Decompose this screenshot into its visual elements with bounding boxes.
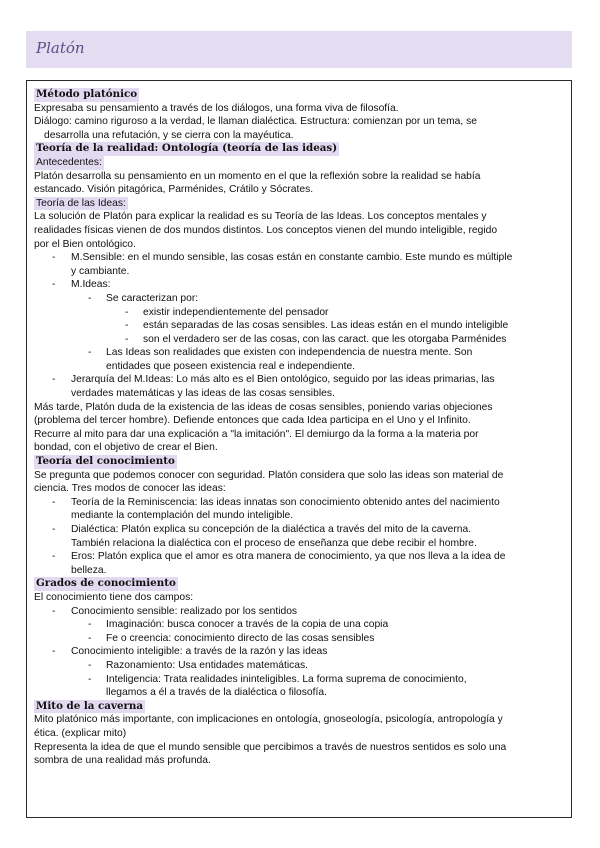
list-item	[34, 333, 565, 347]
list-item	[34, 523, 565, 550]
bullet-dash: -	[88, 292, 92, 304]
text-line: por el Bien ontológico.	[34, 238, 136, 250]
text-line: Eros: Platón explica que el amor es otra manera de conocimiento, ya que nos lleva a la idea de	[71, 551, 506, 563]
section-heading-grados: Grados de conocimiento	[36, 577, 176, 590]
text-line: El conocimiento tiene dos campos:	[34, 591, 194, 603]
subheading-antecedentes: Antecedentes:	[36, 156, 102, 168]
bullet-dash: -	[52, 374, 56, 386]
text-line: Recurre al mito para dar una explicación a "la imitación". El demiurgo da la forma a la materia por	[34, 428, 479, 440]
text-line: Conocimiento sensible: realizado por los sentidos	[71, 605, 298, 617]
text-line: Platón desarrolla su pensamiento en un momento en el que la reflexión sobre la realidad se había	[34, 170, 481, 182]
text-line: desarrolla una refutación, y se cierra con la mayéutica.	[44, 129, 294, 141]
text-line: realidades físicas vienen de dos mundos distintos. Los conceptos vienen del mundo inteligible, regido	[34, 224, 498, 236]
text-line: Se caracterizan por:	[106, 292, 199, 304]
text-line: y cambiante.	[71, 265, 130, 277]
text-line: ética. (explicar mito)	[34, 727, 127, 739]
list-item	[34, 292, 565, 306]
bullet-dash: -	[52, 496, 56, 508]
text-line: llegamos a él a través de la dialéctica o filosofía.	[106, 687, 327, 699]
list-item	[34, 550, 565, 577]
list-item	[34, 306, 565, 320]
bullet-dash: -	[88, 619, 92, 631]
list-item	[34, 346, 565, 373]
text-line: Mito platónico más importante, con implicaciones en ontología, gnoseología, psicología, antropología y	[34, 714, 503, 726]
text-line: Imaginación: busca conocer a través de la copia de una copia	[106, 619, 389, 631]
text-line: Inteligencia: Trata realidades ininteligibles. La forma suprema de conocimiento,	[106, 673, 467, 685]
text-line: mediante la contemplación del mundo inteligible.	[71, 510, 294, 522]
text-line: Se pregunta que podemos conocer con seguridad. Platón considera que solo las ideas son material de	[34, 469, 504, 481]
text-line: Representa la idea de que el mundo sensible que percibimos a través de nuestros sentidos es solo una	[34, 741, 507, 753]
text-line: La solución de Platón para explicar la realidad es su Teoría de las Ideas. Los conceptos mentales y	[34, 211, 487, 223]
text-line: Diálogo: camino riguroso a la verdad, le llaman dialéctica. Estructura: comienzan por un tema, se	[34, 116, 477, 128]
text-line: estancado. Visión pitagórica, Parménides, Crátilo y Sócrates.	[34, 184, 314, 196]
list-item	[34, 605, 565, 619]
text-line: M.Ideas:	[71, 279, 111, 291]
list-item	[34, 278, 565, 292]
text-line: También relaciona la dialéctica con el proceso de enseñanza que debe recibir el hombre.	[71, 537, 477, 549]
list-item	[34, 373, 565, 400]
text-line: verdades matemáticas y las ideas de las cosas sensibles.	[71, 388, 335, 400]
bullet-dash: -	[52, 551, 56, 563]
bullet-dash: -	[125, 320, 129, 332]
bullet-dash: -	[88, 673, 92, 685]
list-item	[34, 618, 565, 632]
text-line: Más tarde, Platón duda de la existencia de las ideas de cosas sensibles, poniendo varias objeciones	[34, 401, 493, 413]
bullet-dash: -	[125, 306, 129, 318]
bullet-dash: -	[125, 333, 129, 345]
list-item	[34, 659, 565, 673]
section-heading-conocimiento: Teoría del conocimiento	[36, 455, 175, 468]
text-line: existir independientemente del pensador	[143, 306, 329, 318]
text-line: sombra de una realidad más profunda.	[34, 755, 211, 767]
text-line: Expresaba su pensamiento a través de los diálogos, una forma viva de filosofía.	[34, 102, 399, 114]
list-item	[34, 496, 565, 523]
section-heading-metodo: Método platónico	[36, 88, 138, 100]
text-line: entidades que poseen existencia real e independiente.	[106, 360, 356, 372]
bullet-dash: -	[88, 347, 92, 359]
text-line: M.Sensible: en el mundo sensible, las cosas están en constante cambio. Este mundo es múltiple	[71, 252, 513, 264]
bullet-dash: -	[52, 252, 56, 264]
notes-box	[26, 80, 572, 818]
text-line: Conocimiento inteligible: a través de la razón y las ideas	[71, 646, 328, 658]
text-line: Razonamiento: Usa entidades matemáticas.	[106, 659, 309, 671]
text-line: Jerarquía del M.Ideas: Lo más alto es el Bien ontológico, seguido por las ideas primarias, las	[71, 374, 495, 386]
text-line: (problema del tercer hombre). Defiende entonces que cada Idea participa en el Uno y el Infinito.	[34, 415, 471, 427]
bullet-dash: -	[52, 605, 56, 617]
section-heading-mito: Mito de la caverna	[36, 699, 144, 712]
bullet-dash: -	[52, 524, 56, 535]
bullet-dash: -	[52, 646, 56, 658]
text-line: Dialéctica: Platón explica su concepción de la dialéctica a través del mito de la caverna.	[71, 524, 472, 535]
section-heading-teoria-realidad: Teoría de la realidad: Ontología (teoría de las ideas)	[36, 142, 338, 155]
subheading-teoria-ideas: Teoría de las Ideas:	[36, 197, 126, 209]
text-line: ciencia. Tres modos de conocer las ideas:	[34, 483, 226, 495]
text-line: son el verdadero ser de las cosas, con las caract. que les otorgaba Parménides	[143, 333, 507, 345]
bullet-dash: -	[88, 632, 92, 644]
list-item	[34, 645, 565, 659]
text-line: Las Ideas son realidades que existen con independencia de nuestra mente. Son	[106, 347, 473, 359]
list-item	[34, 673, 565, 700]
text-line: belleza.	[71, 564, 107, 576]
list-item	[34, 319, 565, 333]
title-bar	[26, 31, 572, 68]
text-line: Teoría de la Reminiscencia: las ideas innatas son conocimiento obtenido antes del nacimiento	[71, 496, 500, 508]
list-item	[34, 632, 565, 646]
bullet-dash: -	[52, 279, 56, 291]
bullet-dash: -	[88, 659, 92, 671]
list-item	[34, 251, 565, 278]
text-line: están separadas de las cosas sensibles. Las ideas están en el mundo inteligible	[143, 320, 509, 332]
text-line: bondad, con el objetivo de crear el Bien.	[34, 442, 218, 454]
page-title: Platón	[36, 39, 85, 57]
text-line: Fe o creencia: conocimiento directo de las cosas sensibles	[106, 632, 375, 644]
